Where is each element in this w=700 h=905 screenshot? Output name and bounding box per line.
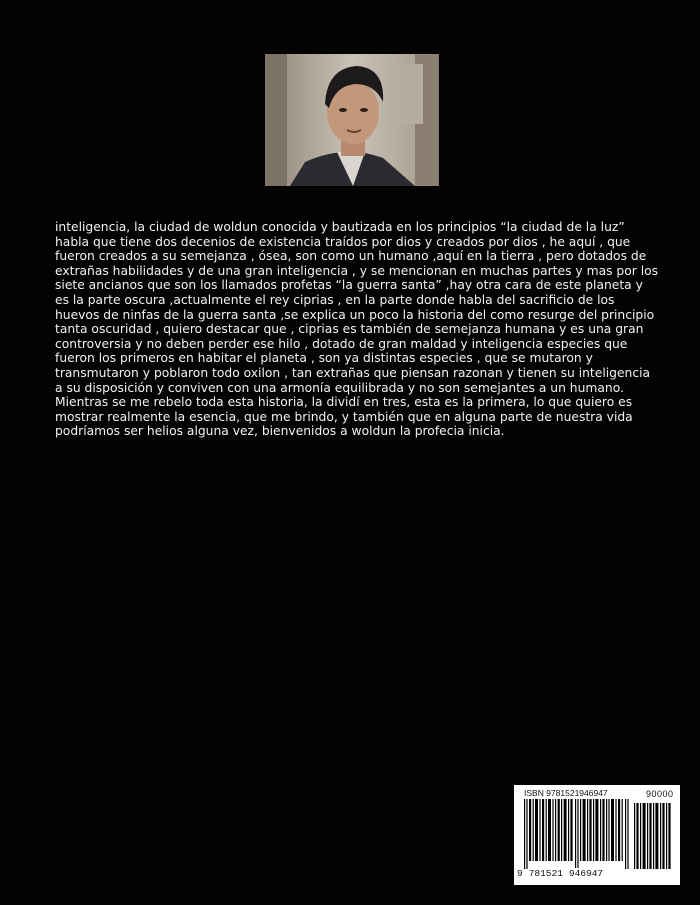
- isbn-first-digit: 9: [517, 868, 523, 879]
- price-code: 90000: [646, 789, 674, 799]
- isbn-left-digits: 781521: [528, 868, 563, 879]
- barcode-bars-icon: [524, 799, 632, 869]
- author-portrait-icon: [265, 54, 439, 186]
- isbn-right-digits: 946947: [568, 868, 604, 879]
- author-photo: [265, 54, 439, 186]
- price-barcode-bars-icon: [634, 803, 672, 869]
- isbn-digits: [517, 868, 632, 879]
- back-cover-blurb: inteligencia, la ciudad de woldun conocida y bautizada en los principios “la ciudad de la luz” habla que tiene dos decenios de existencia traídos por dios y creados por dios , he aquí , que fueron creados a su semejanza , ósea, son como un humano ,aquí en la tierra , pero dotados de extrañas habilidades y de una gran inteligencia , y se mencionan en muchas partes y mas por los siete ancianos que son los llamados profetas “la guerra santa” ,hay otra cara de este planeta y es la parte oscura ,actualmente el rey ciprias , en la parte donde habla del sacrificio de los huevos de ninfas de la guerra santa ,se explica un poco la historia del como resurge del principio tanta oscuridad , quiero destacar que , ciprias es también de semejanza humana y es una gran controversia y no deben perder ese hilo , dotado de gran maldad y inteligencia especies que fueron los primeros en habitar el planeta , son ya distintas especies , que se mutaron y transmutaron y poblaron todo oxilon , tan extrañas que piensan razonan y tienen su inteligencia a su disposición y conviven con una armonía equilibrada y no son semejantes a un humano. Mientras se me rebelo toda esta historia, la dividí en tres, esta es la primera, lo que quiero es mostrar realmente la esencia, que me brindo, y también que en alguna parte de nuestra vida podríamos ser helios alguna vez, bienvenidos a woldun la profecia inicia.: [55, 220, 659, 439]
- isbn-barcode: [514, 785, 680, 885]
- isbn-label: ISBN 9781521946947: [524, 788, 608, 798]
